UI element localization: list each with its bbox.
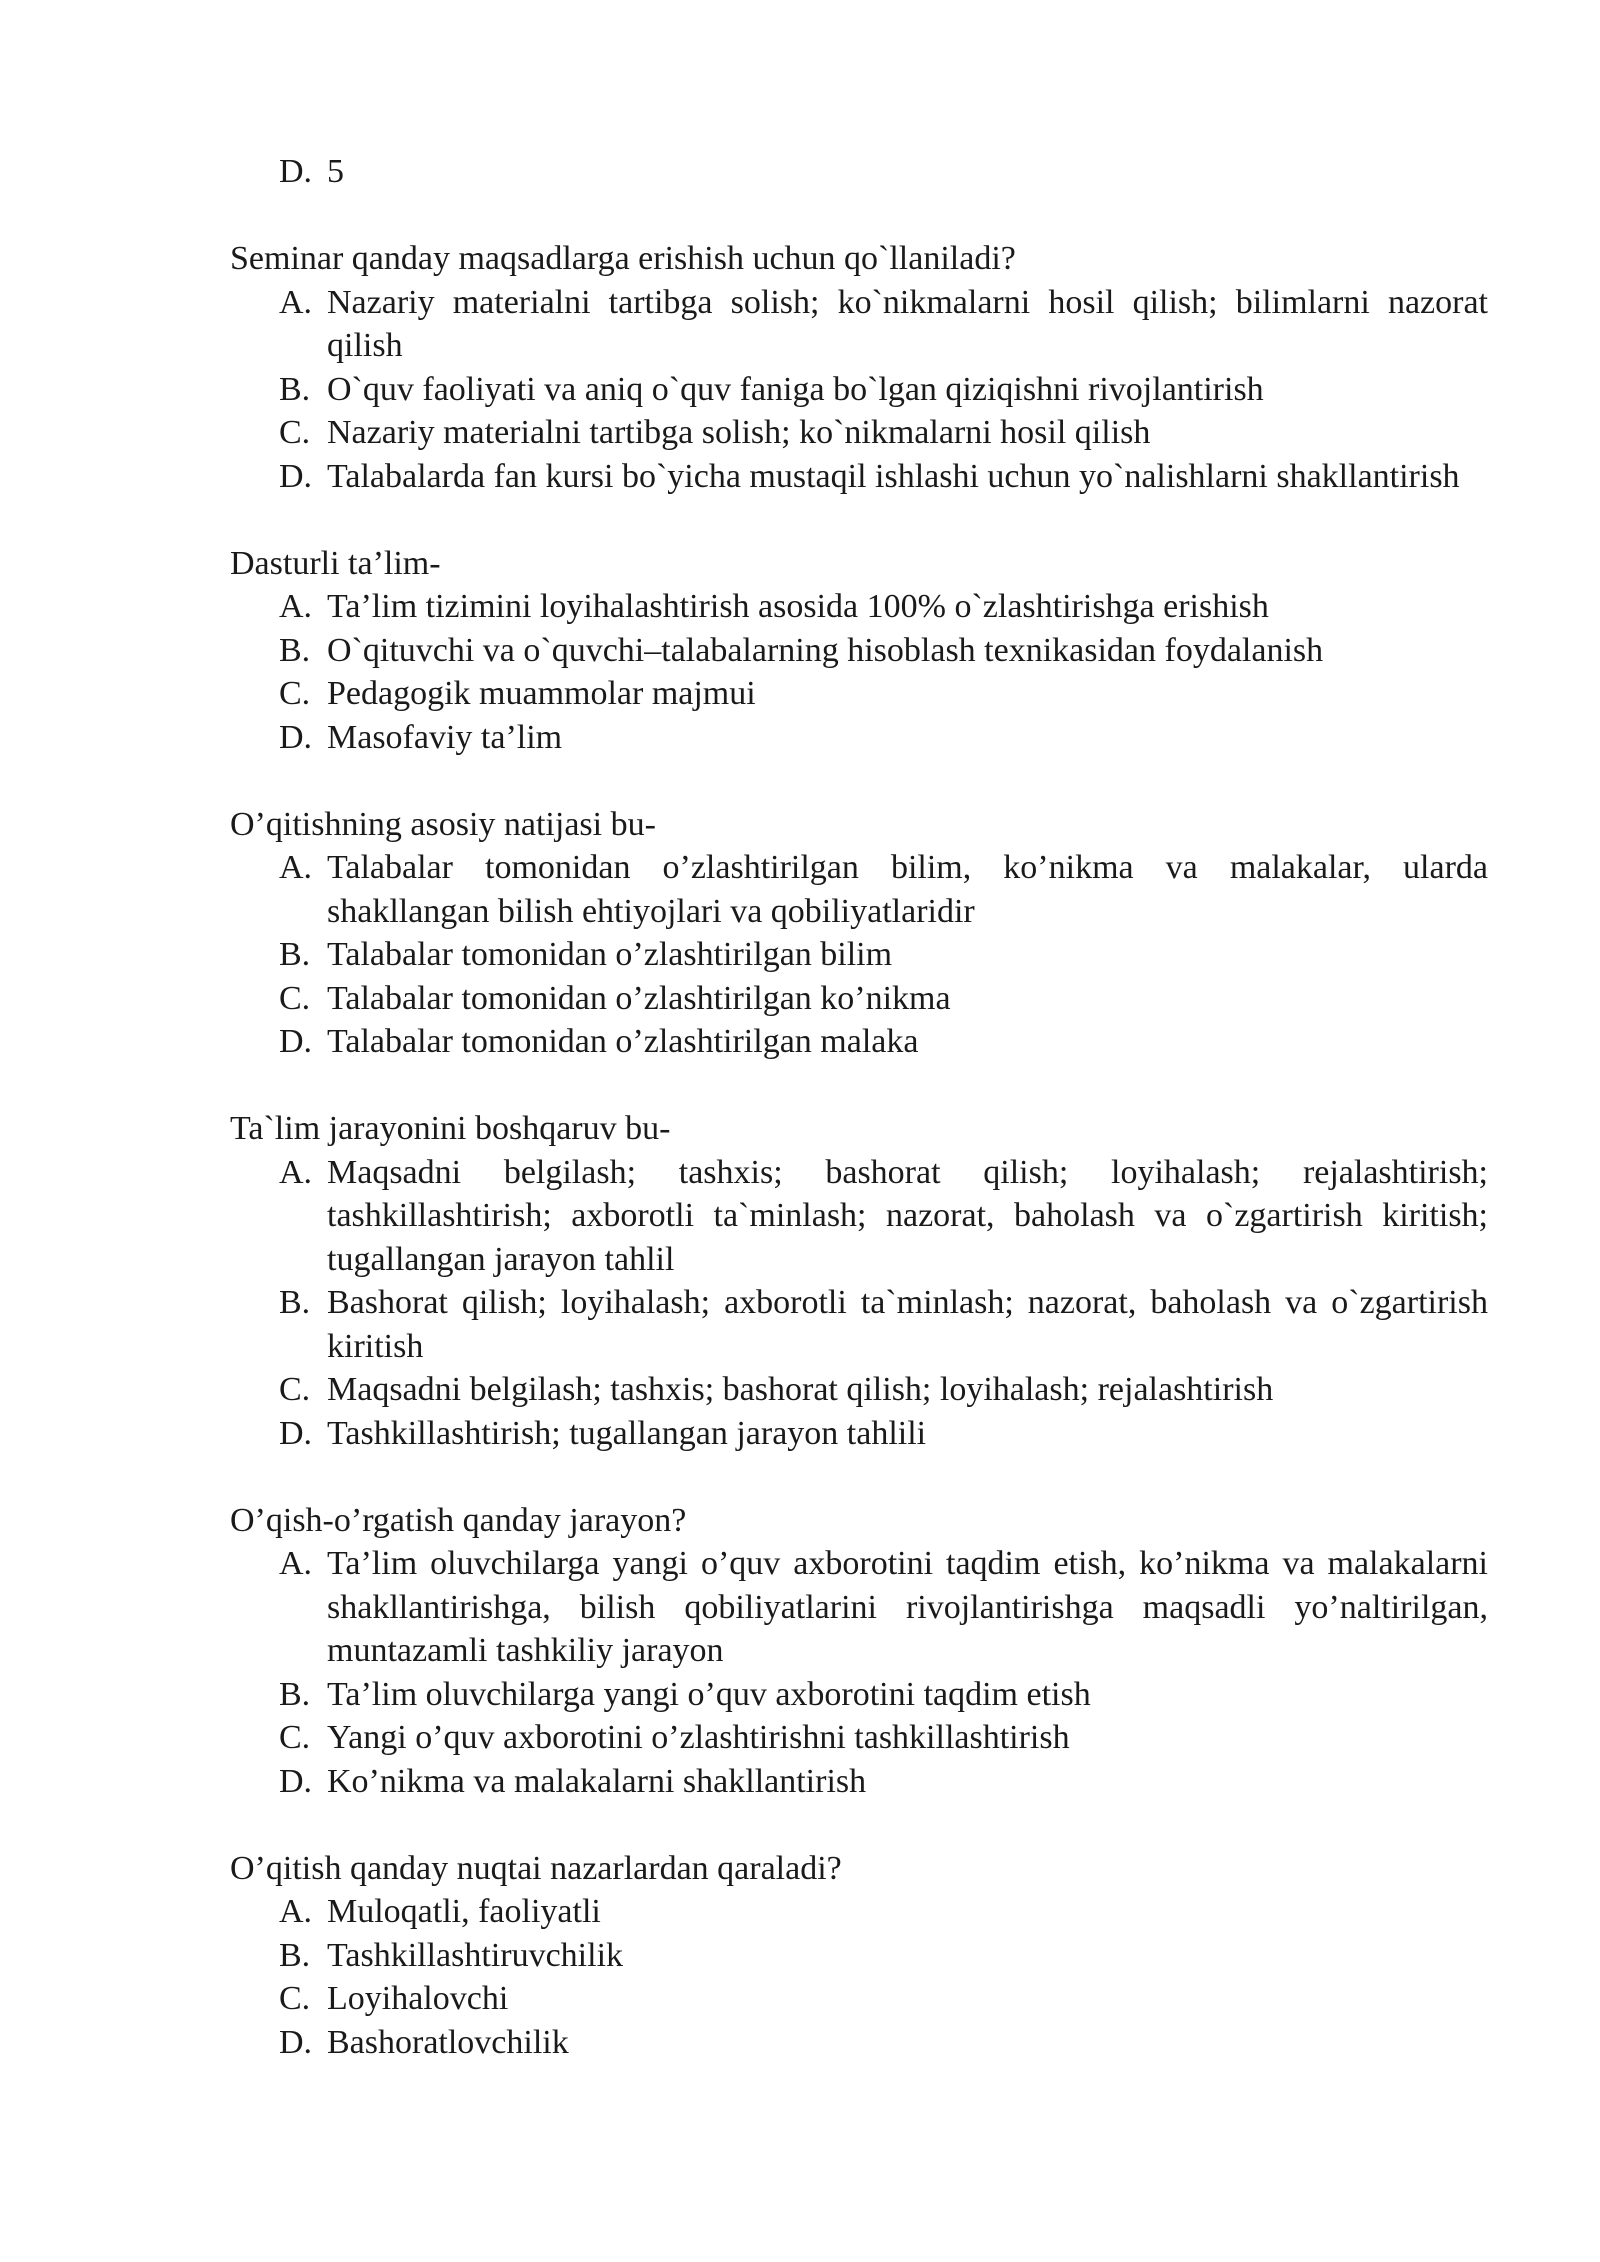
option-text: Ta’lim oluvchilarga yangi o’quv axborotini taqdim etish, ko’nikma va malakalarni shakllantirishga, bilish qobiliyatlarini rivojlantirishga maqsadli yo’naltirilgan, muntazamli tashkiliy jarayon: [327, 1545, 1488, 1669]
question-text: Dasturli ta’lim-: [230, 544, 441, 582]
option-text: 5: [327, 153, 344, 190]
option-list: [230, 585, 1488, 759]
option-text: Bashorat qilish; loyihalash; axborotli ta`minlash; nazorat, baholash va o`zgartirish kiritish: [327, 1284, 1488, 1365]
option-text: Tashkillashtiruvchilik: [327, 1936, 624, 1974]
option-text: Talabalar tomonidan o’zlashtirilgan bilim: [327, 936, 893, 973]
option-text: Talabalarda fan kursi bo`yicha mustaqil ishlashi uchun yo`nalishlarni shakllantirish: [327, 457, 1460, 495]
option-text: Bashoratlovchilik: [327, 2023, 569, 2061]
option-text: Maqsadni belgilash; tashxis; bashorat qilish; loyihalash; rejalashtirish: [327, 1371, 1274, 1408]
option-a: [230, 281, 1488, 368]
option-letter: B.: [279, 1936, 311, 1974]
option-letter: C.: [279, 1980, 311, 2017]
option-c: [230, 411, 1488, 455]
question-block: [230, 542, 1488, 760]
option-a: [230, 1151, 1488, 1282]
option-text: Talabalar tomonidan o’zlashtirilgan malaka: [327, 1023, 919, 1060]
option-text: Ta’lim oluvchilarga yangi o’quv axborotini taqdim etish: [327, 1675, 1091, 1713]
option-letter: A.: [279, 1545, 313, 1582]
question-text: O’qitishning asosiy natijasi bu-: [230, 805, 656, 843]
option-letter: A.: [279, 1153, 313, 1191]
option-text: O`quv faoliyati va aniq o`quv faniga bo`lgan qiziqishni rivojlantirish: [327, 370, 1264, 408]
option-letter: B.: [279, 1675, 311, 1713]
option-text: Tashkillashtirish; tugallangan jarayon tahlili: [327, 1414, 927, 1452]
option-text: Ko’nikma va malakalarni shakllantirish: [327, 1762, 867, 1800]
option-letter: D.: [279, 1762, 313, 1800]
option-letter: A.: [279, 1893, 313, 1930]
option-d: [230, 1760, 1488, 1804]
option-text: Yangi o’quv axborotini o’zlashtirishni tashkillashtirish: [327, 1719, 1070, 1756]
option-letter: C.: [279, 414, 311, 451]
option-letter: D.: [279, 457, 313, 495]
option-letter: C.: [279, 675, 311, 712]
option-text: Muloqatli, faoliyatli: [327, 1893, 601, 1930]
option-d: [230, 1020, 1488, 1064]
option-c: [230, 1977, 1488, 2021]
option-b: [230, 1934, 1488, 1978]
option-b: [230, 1281, 1488, 1368]
question-text: O’qitish qanday nuqtai nazarlardan qaraladi?: [230, 1849, 842, 1887]
option-text: Loyihalovchi: [327, 1980, 509, 2017]
option-letter: A.: [279, 849, 313, 886]
option-a: [230, 585, 1488, 629]
option-list: [230, 1151, 1488, 1456]
option-letter: D.: [279, 1023, 313, 1060]
option-c: [230, 1368, 1488, 1412]
option-d: [230, 2021, 1488, 2065]
option-letter: D.: [279, 2023, 313, 2061]
option-b: [230, 368, 1488, 412]
option-text: O`qituvchi va o`quvchi–talabalarning hisoblash texnikasidan foydalanish: [327, 631, 1324, 669]
question-block: [230, 1107, 1488, 1455]
option-d: [230, 455, 1488, 499]
option-letter: C.: [279, 979, 311, 1017]
option-text: Nazariy materialni tartibga solish; ko`nikmalarni hosil qilish; bilimlarni nazorat qilish: [327, 283, 1488, 364]
question-block: [230, 1499, 1488, 1804]
option-b: [230, 1673, 1488, 1717]
option-list: [230, 281, 1488, 499]
option-list: [230, 846, 1488, 1064]
option-text: Ta’lim tizimini loyihalashtirish asosida 100% o`zlashtirishga erishish: [327, 588, 1269, 625]
question-block: [230, 1847, 1488, 2065]
option-d: [230, 1412, 1488, 1456]
option-letter: C.: [279, 1719, 311, 1756]
option-d: [230, 716, 1488, 760]
option-a: [230, 1890, 1488, 1934]
question-text: Seminar qanday maqsadlarga erishish uchun qo`llaniladi?: [230, 240, 1016, 277]
option-list: [230, 1890, 1488, 2064]
question-text: O’qish-o’rgatish qanday jarayon?: [230, 1501, 687, 1539]
option-letter: B.: [279, 370, 311, 408]
question-text: Ta`lim jarayonini boshqaruv bu-: [230, 1110, 671, 1147]
option-letter: B.: [279, 936, 311, 973]
option-text: Talabalar tomonidan o’zlashtirilgan bilim, ko’nikma va malakalar, ularda shakllangan bilish ehtiyojlari va qobiliyatlaridir: [327, 849, 1488, 930]
option-c: [230, 1716, 1488, 1760]
question-block: [230, 803, 1488, 1064]
option-letter: A.: [279, 588, 313, 625]
option-text: Masofaviy ta’lim: [327, 718, 563, 756]
option-letter: A.: [279, 283, 313, 321]
option-letter: B.: [279, 1284, 311, 1321]
option-b: [230, 629, 1488, 673]
option-text: Talabalar tomonidan o’zlashtirilgan ko’nikma: [327, 979, 951, 1017]
option-text: Nazariy materialni tartibga solish; ko`nikmalarni hosil qilish: [327, 414, 1151, 451]
option-c: [230, 672, 1488, 716]
option-a: [230, 846, 1488, 933]
continued-option: [230, 150, 1488, 194]
question-block: [230, 237, 1488, 498]
option-letter: C.: [279, 1371, 311, 1408]
option-letter: B.: [279, 631, 311, 669]
option-a: [230, 1542, 1488, 1673]
option-text: Maqsadni belgilash; tashxis; bashorat qilish; loyihalash; rejalashtirish; tashkillashtirish; axborotli ta`minlash; nazorat, baholash va o`zgartirish kiritish; tugallangan jarayon tahlil: [327, 1153, 1488, 1278]
option-c: [230, 977, 1488, 1021]
option-letter: D.: [279, 1414, 313, 1452]
option-letter: D.: [279, 718, 313, 756]
option-letter: D.: [279, 153, 313, 190]
quiz-content: [230, 150, 1488, 2064]
option-b: [230, 933, 1488, 977]
option-text: Pedagogik muammolar majmui: [327, 675, 756, 712]
option-list: [230, 1542, 1488, 1803]
